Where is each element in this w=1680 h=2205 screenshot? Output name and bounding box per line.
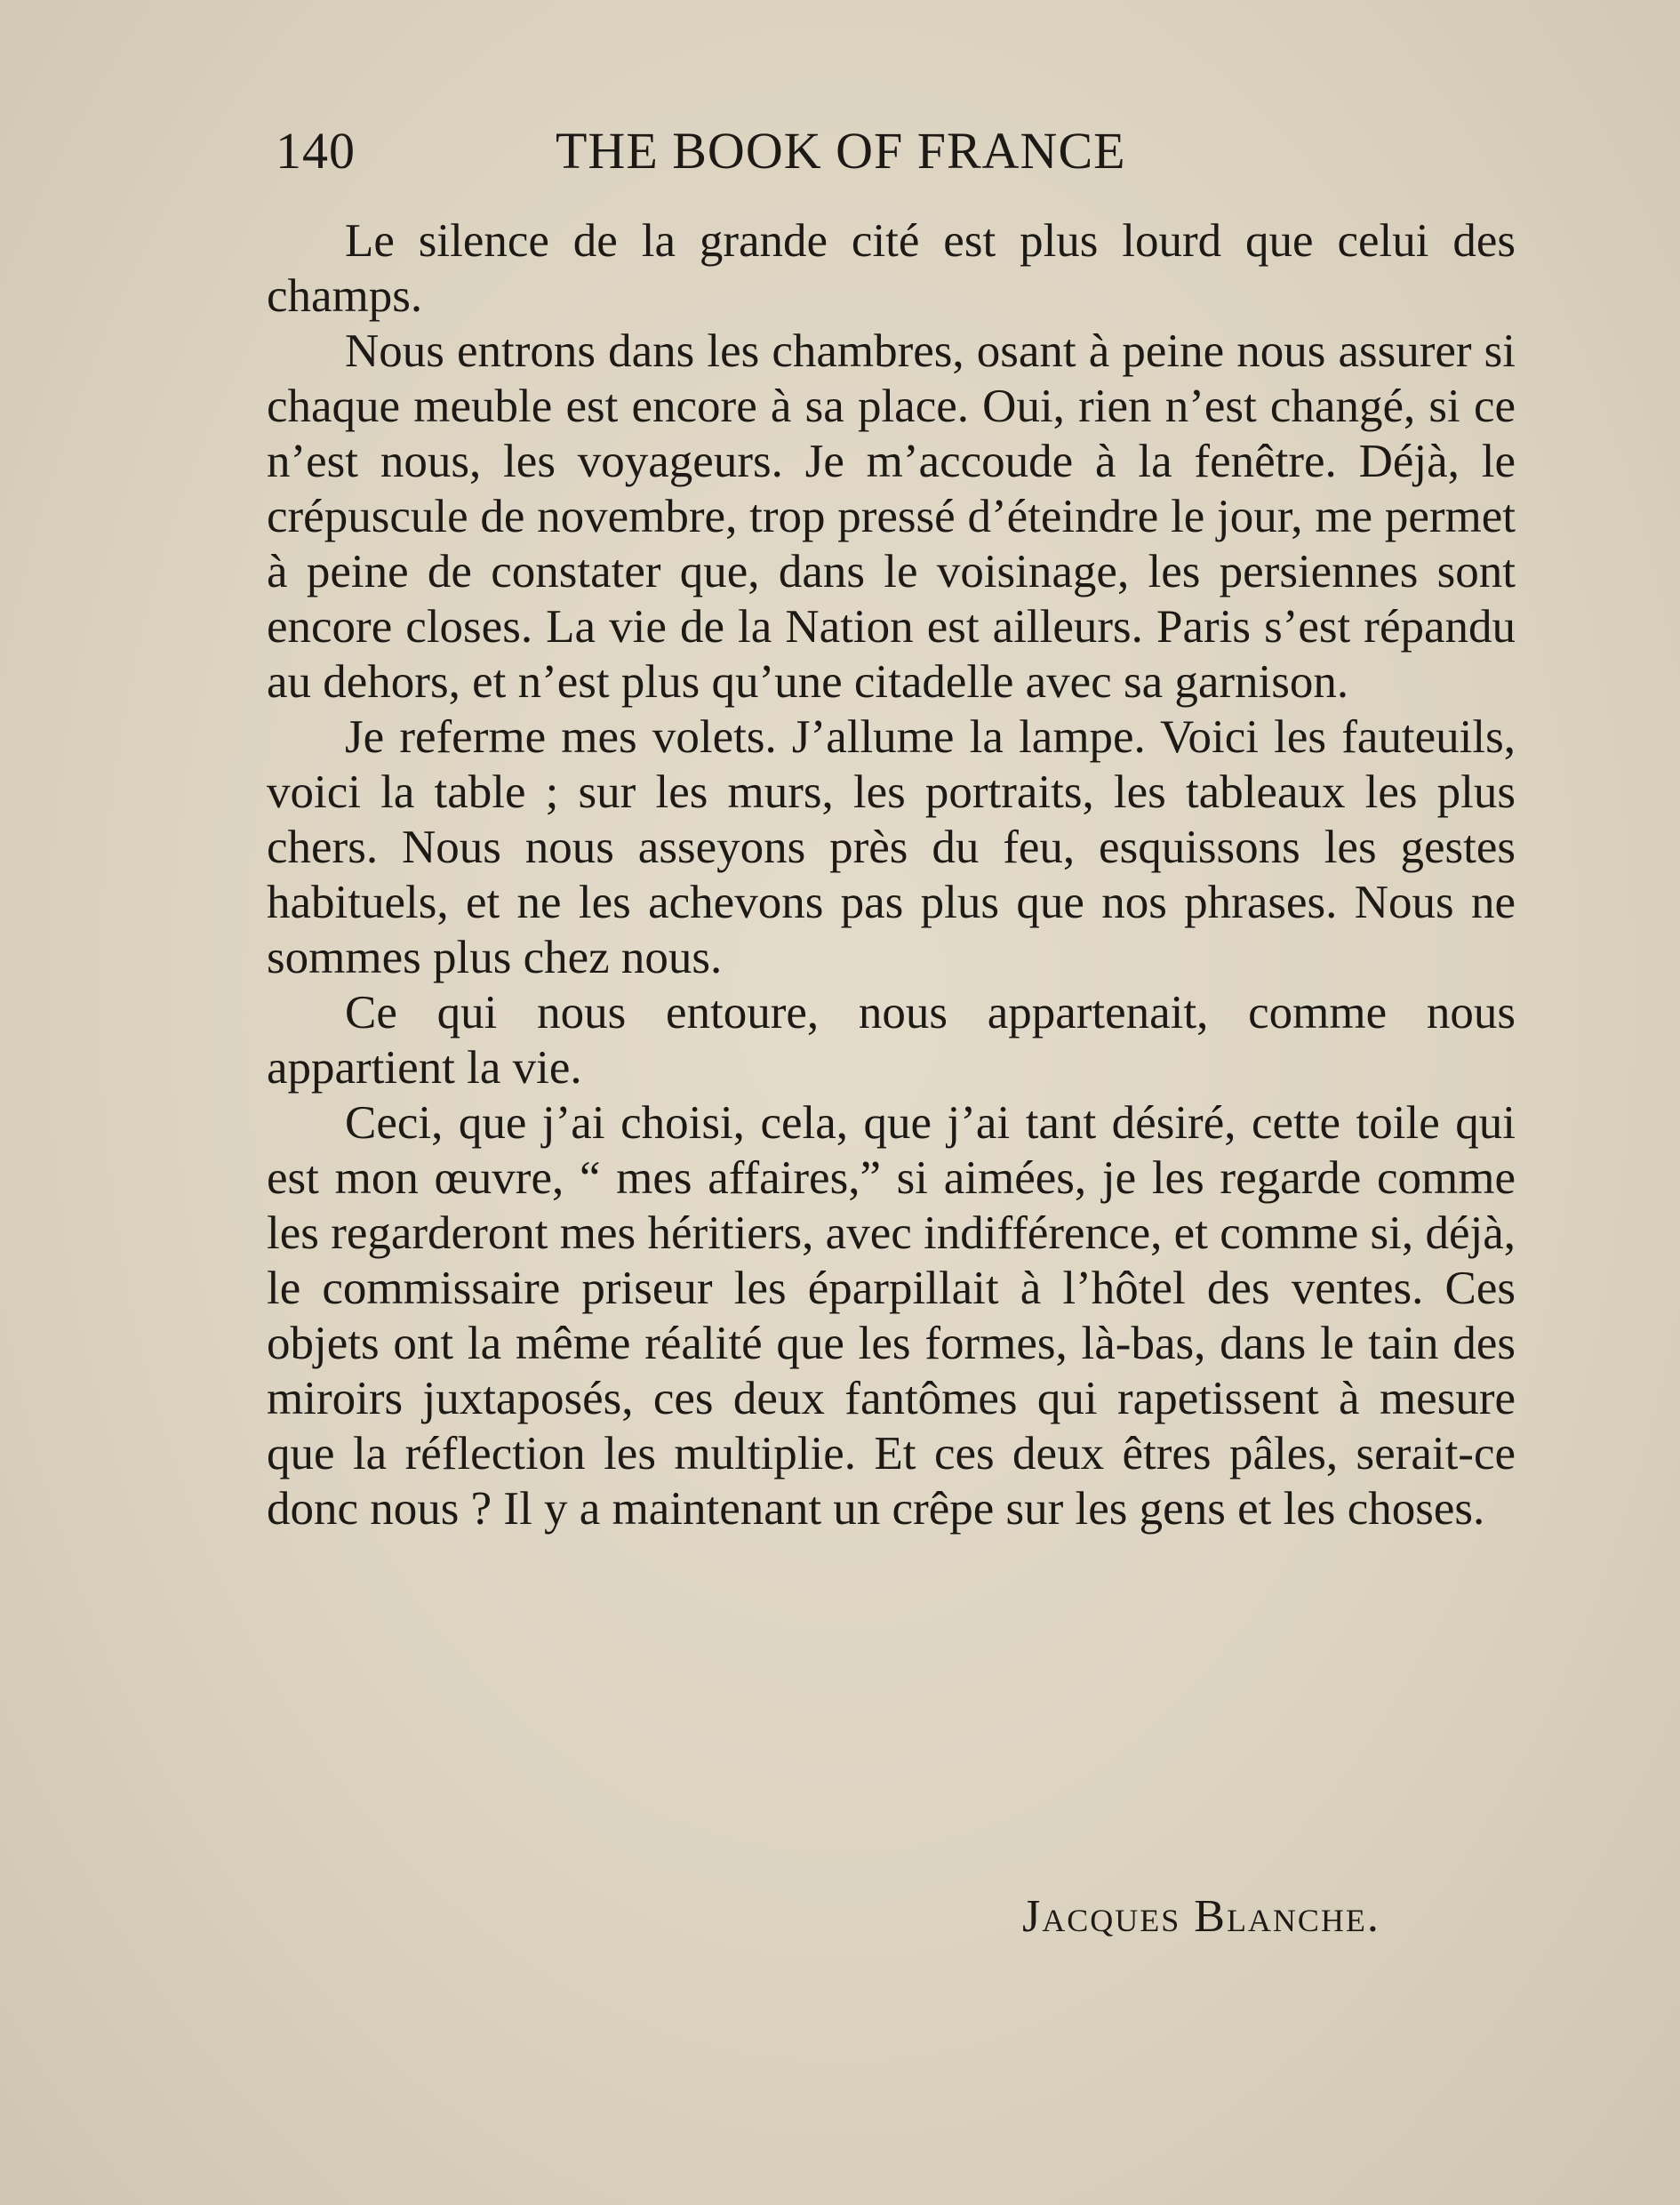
paragraph-1: Le silence de la grande cité est plus lourd que celui des champs. xyxy=(267,215,1516,322)
paragraph-5: Ceci, que j’ai choisi, cela, que j’ai tant désiré, cette toile qui est mon œuvre, “ mes affaires,” si aimées, je les regarde comme les regarderont mes héritiers, avec indifférence, et comme si, déjà, le commissaire priseur les éparpillait à l’hôtel des ventes. Ces objets ont la même réalité que les formes, là-bas, dans le tain des miroirs juxtaposés, ces deux fantômes qui rapetissent à mesure que la réflection les multiplie. Et ces deux êtres pâles, serait-ce donc nous ? Il y a maintenant un crêpe sur les gens et les choses. xyxy=(267,1097,1516,1535)
paragraph-3: Je referme mes volets. J’allume la lampe. Voici les fauteuils, voici la table ; sur les murs, les portraits, les tableaux les plus chers. Nous nous asseyons près du feu, esquissons les gestes habituels, et ne les achevons pas plus que nos phrases. Nous ne sommes plus chez nous. xyxy=(267,711,1516,983)
page-number: 140 xyxy=(276,122,356,180)
body-text xyxy=(267,213,1516,1536)
page-header xyxy=(276,116,1236,187)
running-title: THE BOOK OF FRANCE xyxy=(556,122,1126,180)
author-signature: Jacques Blanche. xyxy=(1022,1891,1380,1942)
paragraph-4: Ce qui nous entoure, nous appartenait, comme nous appartient la vie. xyxy=(267,987,1516,1094)
paragraph-2: Nous entrons dans les chambres, osant à peine nous assurer si chaque meuble est encore à sa place. Oui, rien n’est changé, si ce n’est nous, les voyageurs. Je m’accoude à la fenêtre. Déjà, le crépuscule de novembre, trop pressé d’éteindre le jour, me permet à peine de constater que, dans le voisinage, les persiennes sont encore closes. La vie de la Nation est ailleurs. Paris s’est répandu au dehors, et n’est plus qu’une citadelle avec sa garnison. xyxy=(267,325,1516,708)
